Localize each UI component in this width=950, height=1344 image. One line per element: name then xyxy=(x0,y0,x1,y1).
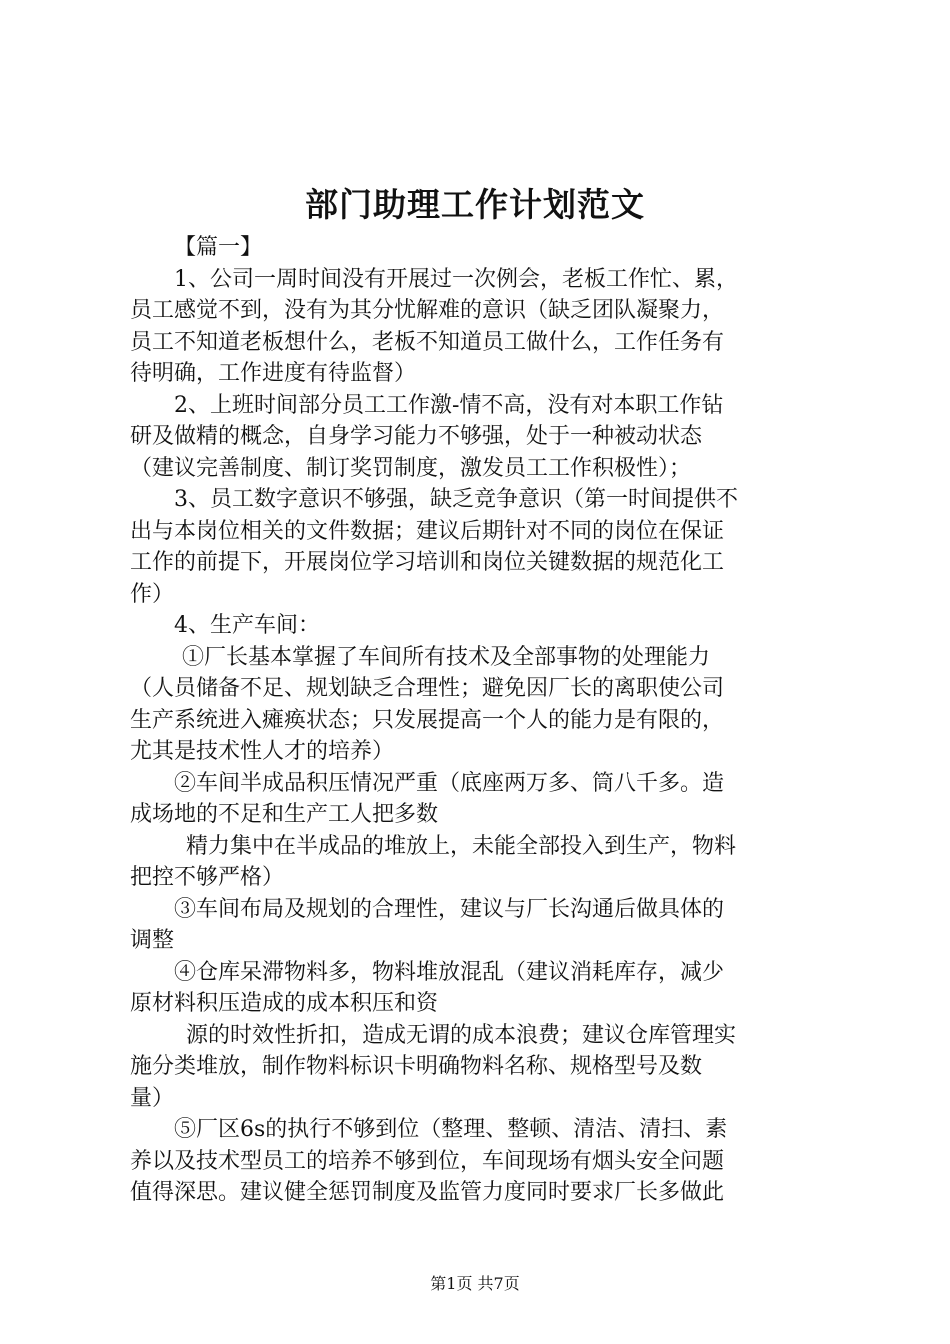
paragraph-line: 员工不知道老板想什么，老板不知道员工做什么，工作任务有 xyxy=(130,329,725,355)
paragraph-line: 成场地的不足和生产工人把多数 xyxy=(130,802,439,827)
paragraph-line: 4、生产车间： xyxy=(174,613,320,638)
paragraph-line: ③车间布局及规划的合理性，建议与厂长沟通后做具体的 xyxy=(174,896,725,922)
paragraph-line: 1、公司一周时间没有开展过一次例会，老板工作忙、累， xyxy=(174,266,738,292)
paragraph-line: ②车间半成品积压情况严重（底座两万多、筒八千多。造 xyxy=(174,770,725,796)
paragraph-line: 养以及技术型员工的培养不够到位，车间现场有烟头安全问题 xyxy=(130,1148,725,1174)
document-title: 部门助理工作计划范文 xyxy=(305,185,645,224)
paragraph-line: 作） xyxy=(130,581,175,607)
paragraph-line: 精力集中在半成品的堆放上，未能全部投入到生产，物料 xyxy=(186,833,737,859)
paragraph-line: （人员储备不足、规划缺乏合理性；避免因厂长的离职使公司 xyxy=(130,676,725,701)
paragraph-line: 量） xyxy=(130,1085,175,1111)
paragraph-line: 值得深思。建议健全惩罚制度及监管力度同时要求厂长多做此 xyxy=(130,1180,725,1205)
paragraph-line: 员工感觉不到，没有为其分忧解难的意识（缺乏团队凝聚力， xyxy=(130,298,725,323)
paragraph-line: 待明确，工作进度有待监督） xyxy=(130,361,417,386)
paragraph-line: 施分类堆放，制作物料标识卡明确物料名称、规格型号及数 xyxy=(130,1054,703,1079)
paragraph-line: 源的时效性折扣，造成无谓的成本浪费；建议仓库管理实 xyxy=(186,1022,737,1048)
paragraph-line: 原材料积压造成的成本积压和资 xyxy=(130,991,439,1016)
paragraph-line: 调整 xyxy=(130,928,175,953)
paragraph-line: ①厂长基本掌握了车间所有技术及全部事物的处理能力 xyxy=(182,644,711,670)
paragraph-line: 研及做精的概念，自身学习能力不够强，处于一种被动状态 xyxy=(130,424,703,449)
paragraph-line: （建议完善制度、制订奖罚制度，激发员工工作积极性）； xyxy=(130,455,692,481)
paragraph-line: ⑤厂区6s的执行不够到位（整理、整顿、清洁、清扫、素 xyxy=(174,1117,728,1142)
paragraph-line: 工作的前提下，开展岗位学习培训和岗位关键数据的规范化工 xyxy=(130,550,725,575)
paragraph-line: 尤其是技术性人才的培养） xyxy=(130,739,395,764)
paragraph-line: 3、员工数字意识不够强，缺乏竞争意识（第一时间提供不 xyxy=(174,487,738,512)
paragraph-line: 出与本岗位相关的文件数据；建议后期针对不同的岗位在保证 xyxy=(130,518,725,544)
paragraph-line: 生产系统进入瘫痪状态；只发展提高一个人的能力是有限的， xyxy=(130,707,725,733)
page-number-footer: 第1页 共7页 xyxy=(430,1274,520,1293)
section-heading: 【篇一】 xyxy=(174,235,263,260)
paragraph-line: 把控不够严格） xyxy=(130,865,285,890)
paragraph-line: 2、上班时间部分员工工作激-情不高，没有对本职工作钻 xyxy=(174,392,724,418)
document-body xyxy=(130,232,830,1209)
paragraph-line: ④仓库呆滞物料多，物料堆放混乱（建议消耗库存，减少 xyxy=(174,959,725,985)
